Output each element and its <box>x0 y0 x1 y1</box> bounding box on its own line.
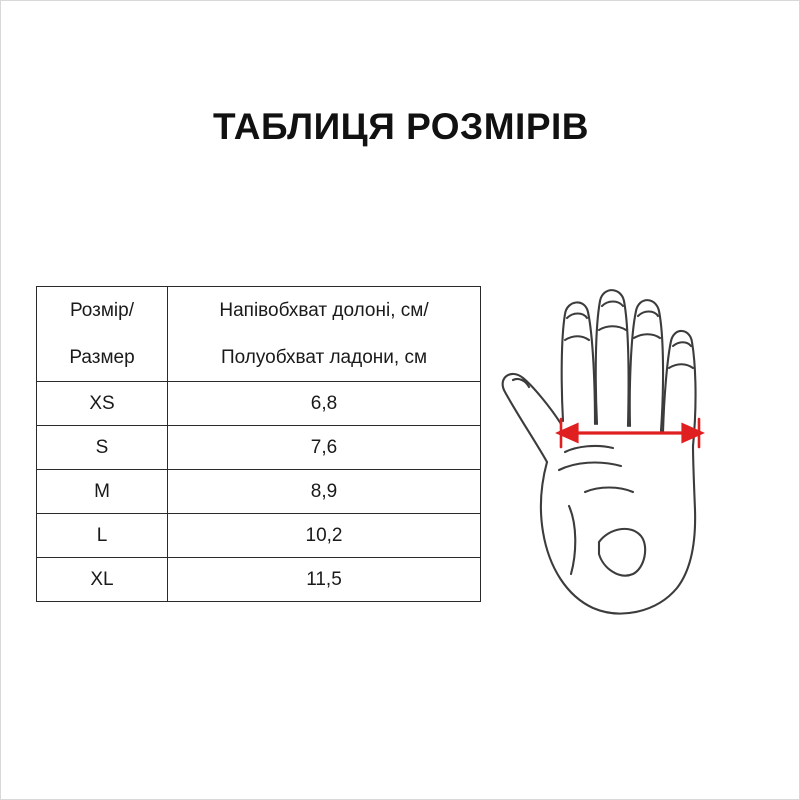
table-row <box>37 382 481 426</box>
header-size-line2: Размер <box>37 334 168 382</box>
table-header-row-2 <box>37 334 481 382</box>
table-header-row-1 <box>37 287 481 335</box>
table-row <box>37 426 481 470</box>
cell-measure: 8,9 <box>168 470 481 514</box>
cell-measure: 7,6 <box>168 426 481 470</box>
table-row <box>37 470 481 514</box>
cell-measure: 6,8 <box>168 382 481 426</box>
header-size-line1: Розмір/ <box>37 287 168 335</box>
header-measure-line1: Напівобхват долоні, см/ <box>168 287 481 335</box>
cell-measure: 10,2 <box>168 514 481 558</box>
size-table <box>36 286 481 602</box>
header-measure-line2: Полуобхват ладони, см <box>168 334 481 382</box>
table-row <box>37 514 481 558</box>
cell-size: XS <box>37 382 168 426</box>
page-title: ТАБЛИЦЯ РОЗМІРІВ <box>212 106 590 147</box>
hand-measurement-figure <box>481 256 781 626</box>
cell-size: L <box>37 514 168 558</box>
cell-measure: 11,5 <box>168 558 481 602</box>
cell-size: XL <box>37 558 168 602</box>
cell-size: M <box>37 470 168 514</box>
table-row <box>37 558 481 602</box>
cell-size: S <box>37 426 168 470</box>
